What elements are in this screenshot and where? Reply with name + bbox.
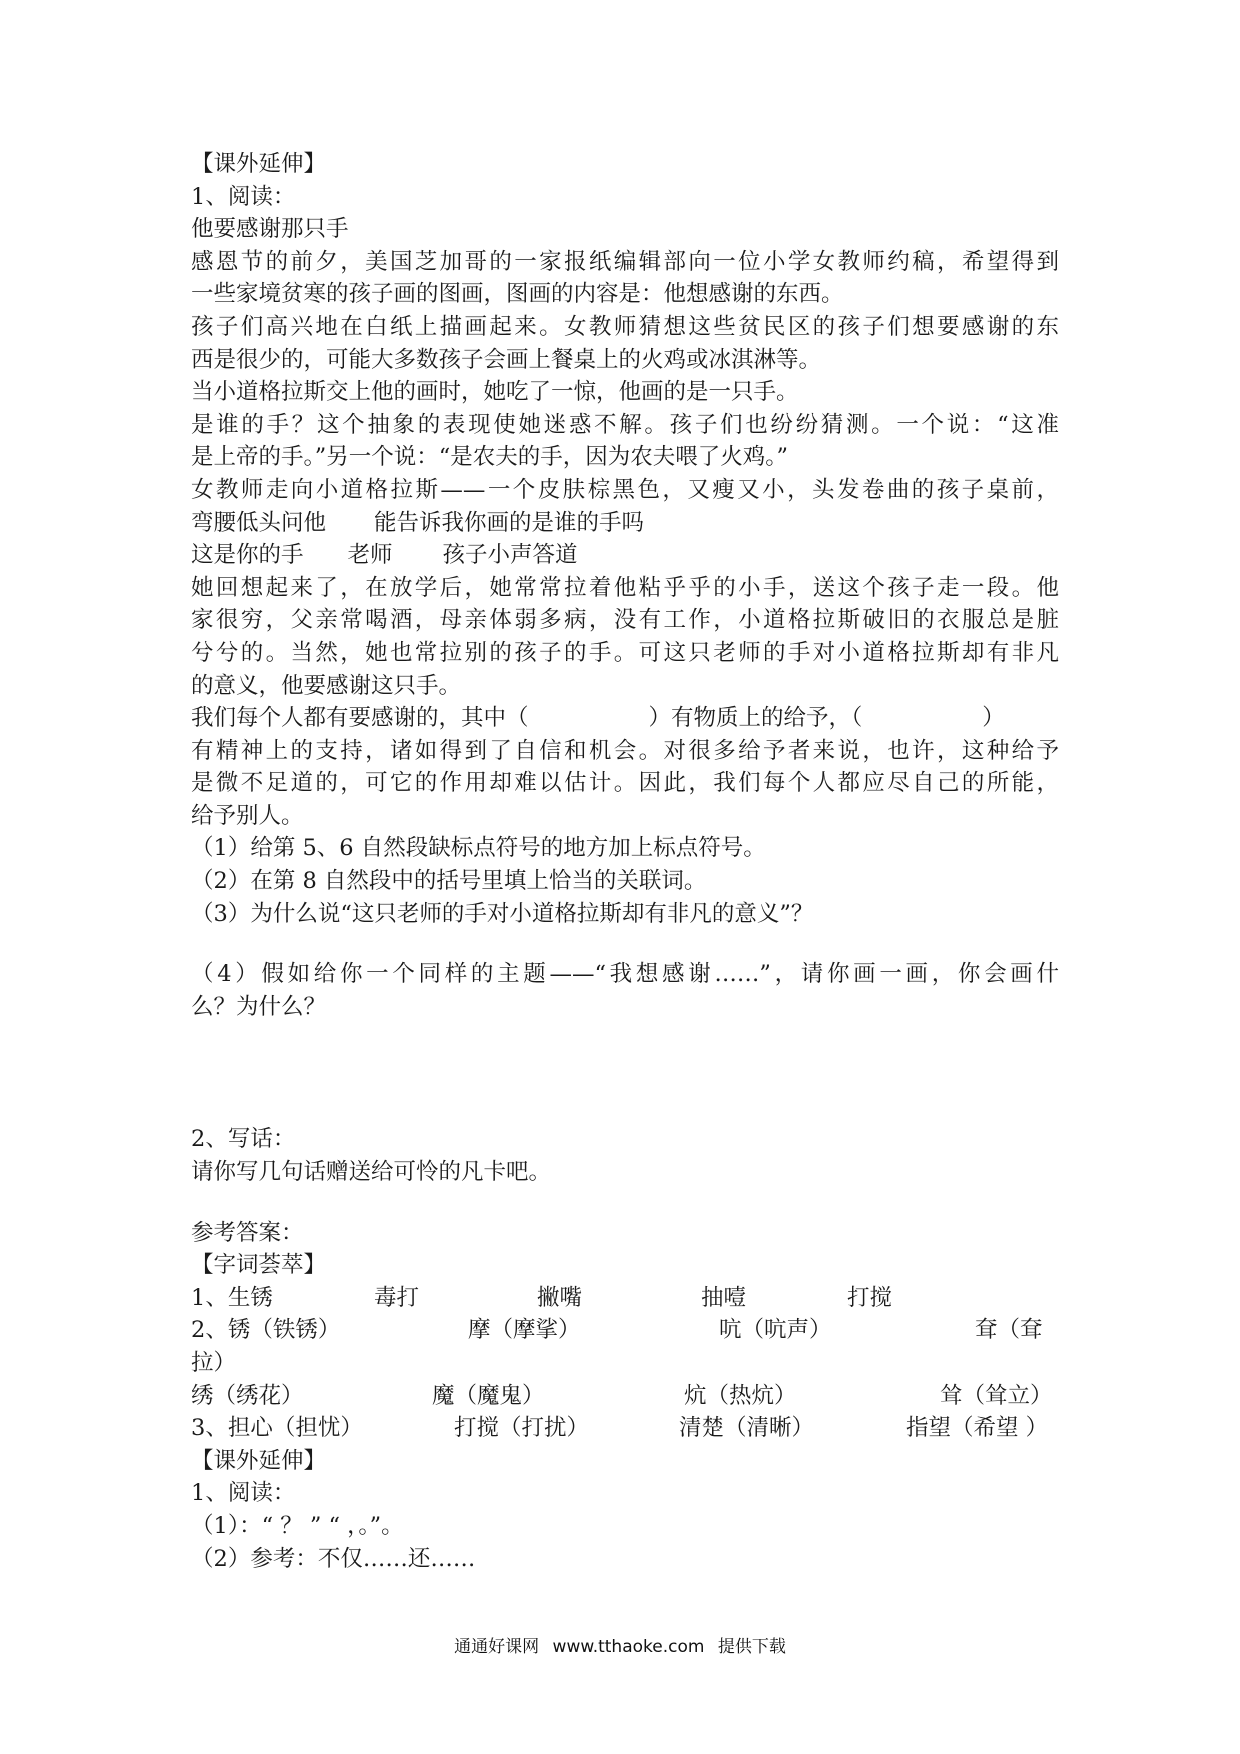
answer-item: 绣（绣花） — [191, 1382, 304, 1409]
question-3: （3）为什么说“这只老师的手对小道格拉斯却有非凡的意义”？ — [191, 900, 814, 927]
footer-site-name: 通通好课网 — [454, 1637, 540, 1657]
answers-heading: 【字词荟萃】 — [191, 1252, 327, 1279]
answer-space — [191, 930, 1059, 958]
paragraph-line: 感恩节的前夕，美国芝加哥的一家报纸编辑部向一位小学女教师约稿，希望得到 — [191, 248, 1059, 275]
answer-item: 3、担心（担忧） — [191, 1415, 363, 1442]
paragraph-line: 是上帝的手。”另一个说：“是农夫的手，因为农夫喂了火鸡。” — [191, 444, 789, 471]
document-body — [191, 148, 1059, 1575]
paragraph-line: 孩子们高兴地在白纸上描画起来。女教师猜想这些贫民区的孩子们想要感谢的东 — [191, 313, 1059, 340]
answer-item: 1、生锈 — [191, 1284, 273, 1311]
answer-item: 打搅（打扰） — [454, 1415, 590, 1442]
paragraph-line: 当小道格拉斯交上他的画时，她吃了一惊，他画的是一只手。 — [191, 379, 799, 406]
answer-item: 耸（耸立） — [940, 1382, 1053, 1409]
fill-blank[interactable] — [862, 702, 982, 735]
answer-2: （2）参考：不仅……还…… — [191, 1545, 476, 1572]
text-fragment: ）有物质上的给予，（ — [648, 705, 863, 732]
answer-item: 清楚（清晰） — [679, 1415, 815, 1442]
paragraph-line — [191, 507, 1059, 540]
answer-row — [191, 1314, 1059, 1347]
answer-item: 2、锈（铁锈） — [191, 1317, 341, 1344]
reading-label: 1、阅读： — [191, 183, 296, 210]
answer-item: 指望（希望 ） — [906, 1415, 1049, 1442]
text-fragment: 孩子小声答道 — [442, 542, 578, 569]
question-1: （1）给第 5、6 自然段缺标点符号的地方加上标点符号。 — [191, 835, 766, 862]
question-4-continued: 么？为什么？ — [191, 993, 327, 1020]
text-fragment: 老师 — [347, 542, 393, 569]
section-heading: 【课外延伸】 — [191, 151, 327, 177]
footer-url[interactable]: www.tthaoke.com — [552, 1637, 705, 1657]
paragraph-line: 她回想起来了，在放学后，她常常拉着他粘乎乎的小手，送这个孩子走一段。他 — [191, 574, 1059, 601]
answer-item: 炕（热炕） — [684, 1382, 797, 1409]
answer-item: 撇嘴 — [537, 1284, 583, 1311]
text-fragment: 能告诉我你画的是谁的手吗 — [374, 509, 645, 536]
answer-space — [191, 1023, 1059, 1123]
answer-item: 打搅 — [847, 1284, 893, 1311]
text-fragment: 这是你的手 — [191, 542, 304, 569]
answer-row — [191, 1380, 1059, 1413]
answer-item: 摩（摩挲） — [468, 1317, 581, 1344]
answer-item: 耷（耷 — [975, 1317, 1043, 1344]
paragraph-line: 西是很少的，可能大多数孩子会画上餐桌上的火鸡或冰淇淋等。 — [191, 346, 822, 373]
footer-suffix: 提供下载 — [717, 1637, 786, 1657]
answers-title: 参考答案： — [191, 1219, 304, 1246]
text-fragment: 我们每个人都有要感谢的，其中（ — [191, 705, 529, 732]
paragraph-line: 给予别人。 — [191, 802, 304, 829]
writing-label: 2、写话： — [191, 1126, 296, 1153]
answers-reading-label: 1、阅读： — [191, 1480, 296, 1507]
answer-row — [191, 1412, 1059, 1445]
answer-item: 魔（魔鬼） — [432, 1382, 545, 1409]
paragraph-line: 家很穷，父亲常喝酒，母亲体弱多病，没有工作，小道格拉斯破旧的衣服总是脏 — [191, 607, 1059, 634]
paragraph-line: 兮兮的。当然，她也常拉别的孩子的手。可这只老师的手对小道格拉斯却有非凡 — [191, 639, 1059, 666]
paragraph-line: 有精神上的支持，诸如得到了自信和机会。对很多给予者来说，也许，这种给予 — [191, 737, 1059, 764]
paragraph-line: 女教师走向小道格拉斯——一个皮肤棕黑色，又瘦又小，头发卷曲的孩子桌前， — [191, 476, 1059, 503]
answer-item: 抽噎 — [701, 1284, 747, 1311]
paragraph-line: 的意义，他要感谢这只手。 — [191, 672, 462, 699]
answer-1: （1）：“ ？ ” “ ，。”。 — [191, 1512, 404, 1539]
spacer — [191, 1189, 1059, 1217]
paragraph-line: 是微不足道的，可它的作用却难以估计。因此，我们每个人都应尽自己的所能， — [191, 770, 1059, 797]
question-4: （4）假如给你一个同样的主题——“我想感谢……”，请你画一画，你会画什 — [191, 961, 1059, 988]
answer-item: 吭（吭声） — [719, 1317, 832, 1344]
writing-prompt: 请你写几句话赠送给可怜的凡卡吧。 — [191, 1159, 552, 1186]
story-title: 他要感谢那只手 — [191, 216, 349, 243]
question-2: （2）在第 8 自然段中的括号里填上恰当的关联词。 — [191, 868, 707, 895]
text-fragment: 弯腰低头问他 — [191, 509, 327, 536]
answers-heading: 【课外延伸】 — [191, 1447, 327, 1474]
page-footer — [0, 1632, 1240, 1657]
paragraph-line: 一些家境贫寒的孩子画的图画，图画的内容是：他想感谢的东西。 — [191, 281, 844, 308]
answer-item: 毒打 — [374, 1284, 420, 1311]
answer-item-wrap: 拉） — [191, 1350, 237, 1376]
answer-row — [191, 1282, 1059, 1315]
paragraph-line — [191, 702, 1059, 735]
paragraph-line — [191, 539, 1059, 572]
paragraph-line: 是谁的手？这个抽象的表现使她迷惑不解。孩子们也纷纷猜测。一个说：“这准 — [191, 411, 1059, 438]
fill-blank[interactable] — [529, 702, 649, 735]
text-fragment: ） — [982, 705, 1005, 732]
